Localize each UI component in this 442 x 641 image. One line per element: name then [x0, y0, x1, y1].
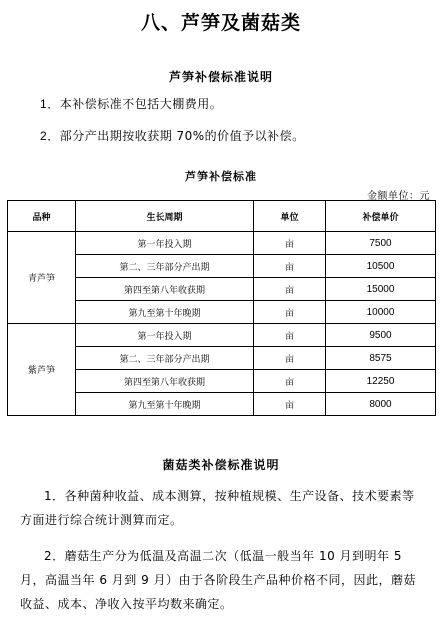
unit-cell: 亩 — [254, 232, 326, 255]
table-row — [8, 232, 436, 255]
mushroom-notes-heading: 菌菇类补偿标准说明 — [162, 458, 280, 472]
unit-cell: 亩 — [254, 255, 326, 278]
unit-cell: 亩 — [254, 370, 326, 393]
variety-cell: 青芦笋 — [8, 232, 76, 324]
variety-cell: 紫芦笋 — [8, 324, 76, 416]
period-cell: 第二、三年部分产出期 — [76, 255, 254, 278]
unit-cell: 亩 — [254, 393, 326, 416]
mushroom-note-2: 2．蘑菇生产分为低温及高温二次（低温一般当年 10 月到明年 5 月，高温当年 6 月到 9 月）由于各阶段生产品种价格不同，因此，蘑菇收益、成本、净收入按平均数来确定。 — [20, 549, 417, 611]
price-cell: 10500 — [326, 255, 436, 278]
note-text: ．部分产出期按收获期 70%的价值予以补偿。 — [47, 129, 305, 143]
header-price: 补偿单价 — [326, 201, 436, 232]
period-cell: 第九至第十年晚期 — [76, 301, 254, 324]
unit-cell: 亩 — [254, 347, 326, 370]
price-cell: 12250 — [326, 370, 436, 393]
note-number: 1 — [40, 97, 48, 111]
price-cell: 15000 — [326, 278, 436, 301]
price-cell: 8575 — [326, 347, 436, 370]
unit-cell: 亩 — [254, 324, 326, 347]
table-header-row — [8, 201, 436, 232]
note-number: 2 — [40, 129, 48, 143]
unit-cell: 亩 — [254, 301, 326, 324]
header-unit: 单位 — [254, 201, 326, 232]
table-caption: 芦笋补偿标准 — [185, 170, 257, 183]
period-cell: 第一年投入期 — [76, 232, 254, 255]
unit-cell: 亩 — [254, 278, 326, 301]
note-text: ．本补偿标准不包括大棚费用。 — [47, 97, 223, 111]
mushroom-note-1: 1．各种菌种收益、成本测算，按种植规模、生产设备、技术要素等方面进行综合统计测算而定。 — [20, 489, 415, 527]
asparagus-notes-heading: 芦笋补偿标准说明 — [168, 70, 273, 84]
period-cell: 第四至第八年收获期 — [76, 278, 254, 301]
asparagus-note-2 — [40, 124, 430, 148]
asparagus-note-1 — [40, 92, 430, 116]
period-cell: 第九至第十年晚期 — [76, 393, 254, 416]
price-cell: 10000 — [326, 301, 436, 324]
period-cell: 第四至第八年收获期 — [76, 370, 254, 393]
header-variety: 品种 — [8, 201, 76, 232]
header-period: 生长周期 — [76, 201, 254, 232]
table-row — [8, 324, 436, 347]
page-title: 八、芦笋及菌菇类 — [140, 12, 301, 34]
price-cell: 8000 — [326, 393, 436, 416]
price-cell: 7500 — [326, 232, 436, 255]
asparagus-compensation-table — [7, 200, 436, 416]
unit-label: 金额单位：元 — [367, 191, 430, 202]
price-cell: 9500 — [326, 324, 436, 347]
period-cell: 第二、三年部分产出期 — [76, 347, 254, 370]
period-cell: 第一年投入期 — [76, 324, 254, 347]
